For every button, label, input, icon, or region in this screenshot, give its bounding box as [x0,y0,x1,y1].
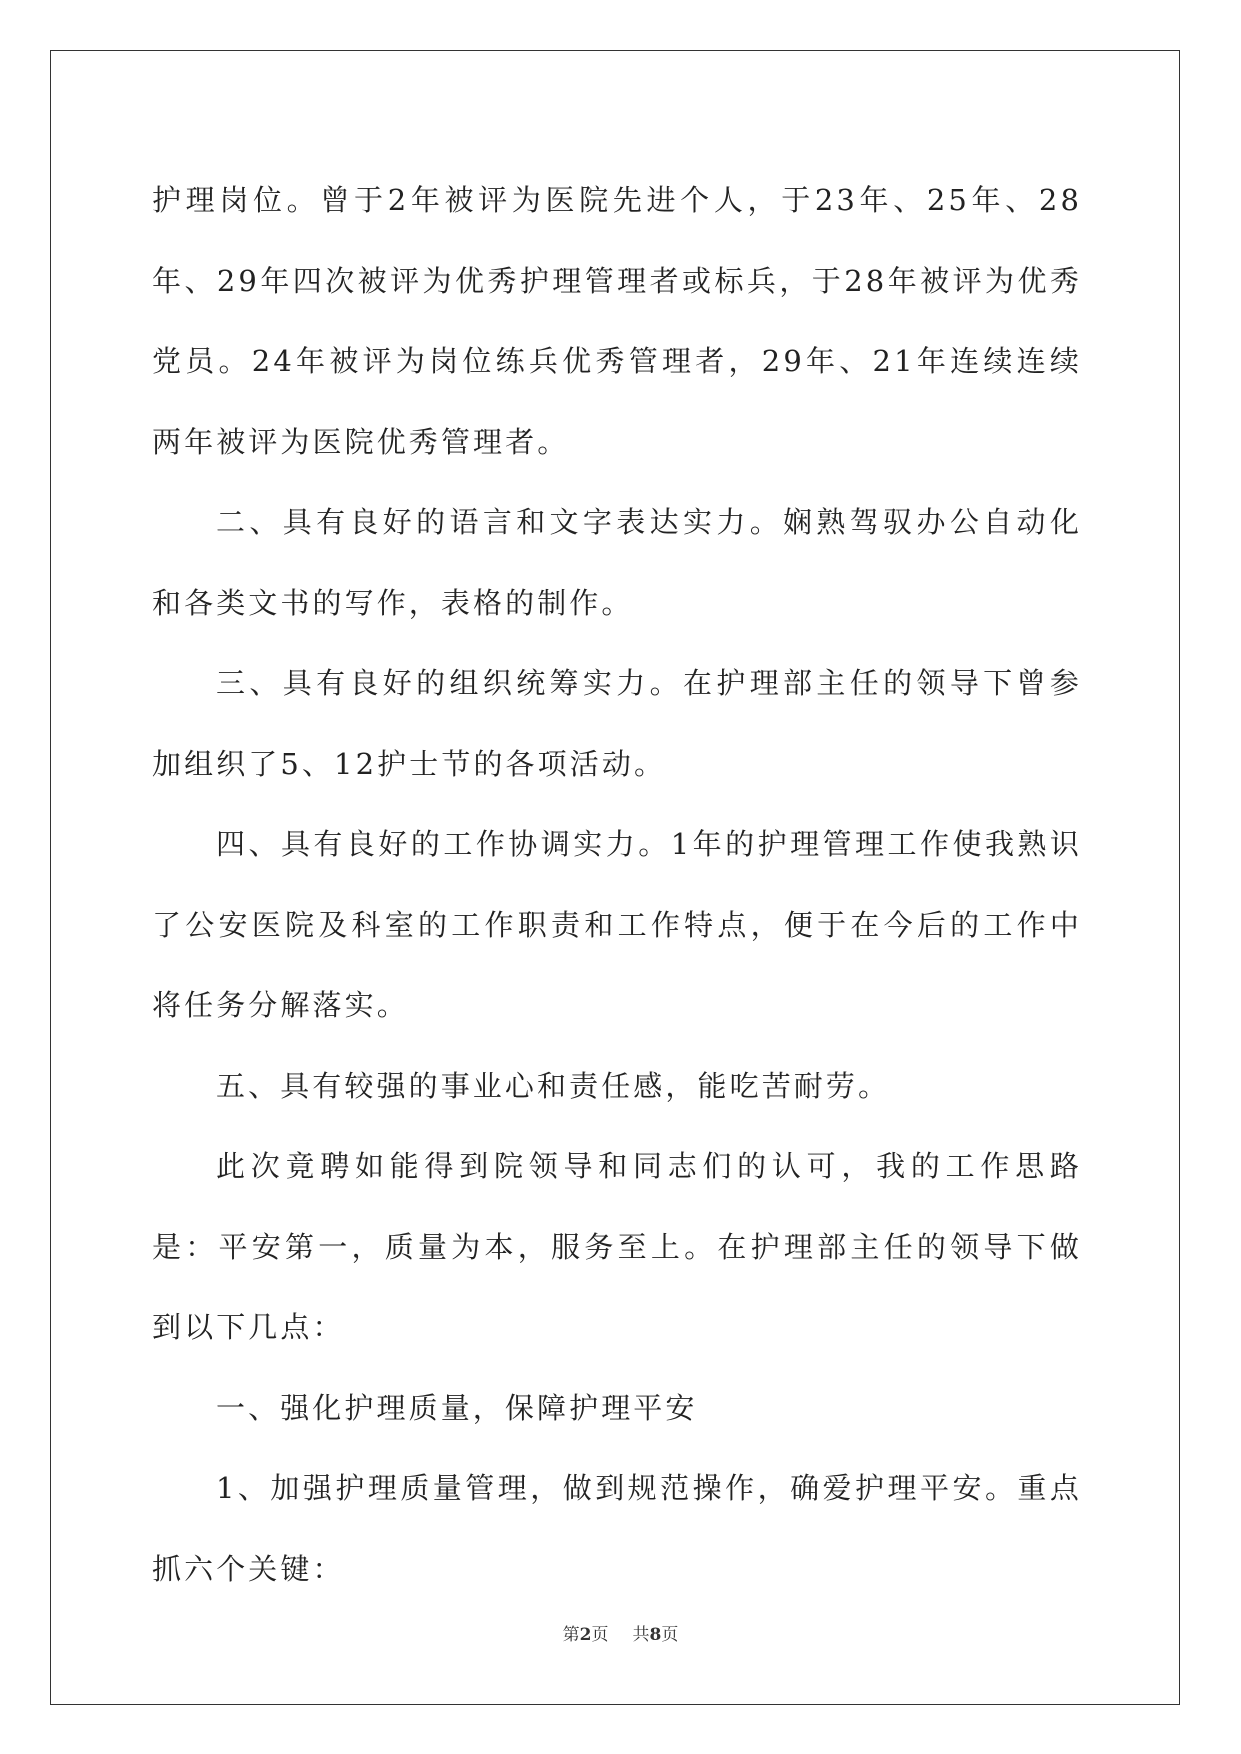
total-prefix: 共 [632,1625,650,1645]
paragraph-4: 四、具有良好的工作协调实力。1年的护理管理工作使我熟识了公安医院及科室的工作职责和工作特点，便于在今后的工作中将任务分解落实。 [152,827,1082,1022]
paragraph-8: 1、加强护理质量管理，做到规范操作，确爱护理平安。重点抓六个关键： [152,1471,1082,1586]
page-footer [0,1620,1241,1645]
page-suffix: 页 [591,1625,609,1645]
paragraph-1: 护理岗位。曾于2年被评为医院先进个人，于23年、25年、28年、29年四次被评为优秀护理管理者或标兵，于28年被评为优秀党员。24年被评为岗位练兵优秀管理者，29年、21年连续连续两年被评为医院优秀管理者。 [152,183,1082,459]
paragraph-5: 五、具有较强的事业心和责任感，能吃苦耐劳。 [216,1068,891,1103]
paragraph-3: 三、具有良好的组织统筹实力。在护理部主任的领导下曾参加组织了5、12护士节的各项活动。 [152,666,1082,781]
page-number: 2 [579,1625,592,1645]
paragraph-7: 一、强化护理质量，保障护理平安 [216,1390,698,1425]
page-prefix: 第 [562,1625,580,1645]
total-pages: 8 [649,1625,662,1645]
total-suffix: 页 [661,1625,679,1645]
document-body [152,160,1082,1609]
paragraph-6: 此次竟聘如能得到院领导和同志们的认可，我的工作思路是：平安第一，质量为本，服务至上。在护理部主任的领导下做到以下几点： [152,1149,1082,1344]
paragraph-2: 二、具有良好的语言和文字表达实力。娴熟驾驭办公自动化和各类文书的写作，表格的制作。 [152,505,1082,620]
